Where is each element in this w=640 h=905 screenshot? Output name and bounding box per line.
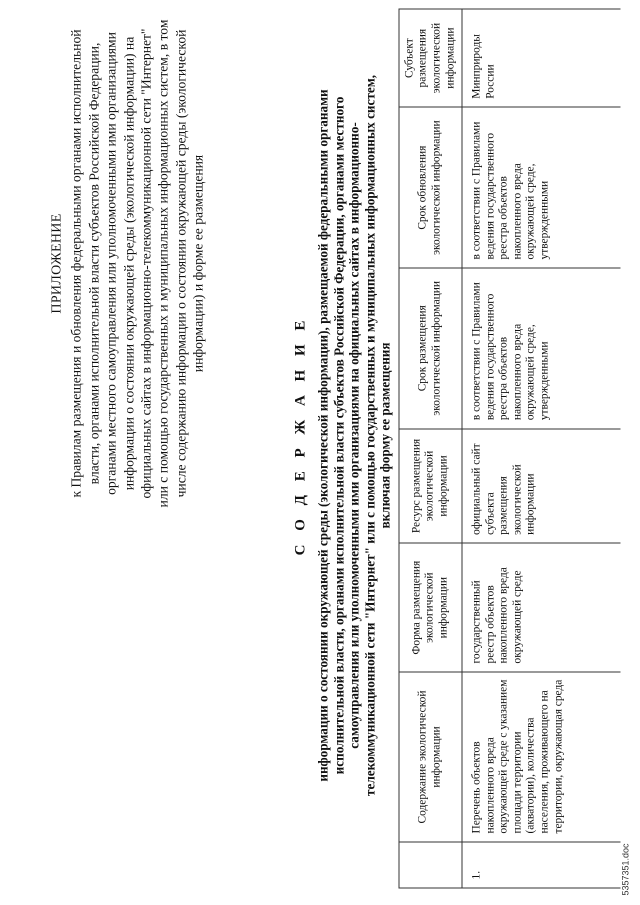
column-header: Срок размещения экологической информации [399,267,462,428]
cell-resource: официальный сайт субъекта размещения экологической информации [462,428,621,543]
appendix-title: ПРИЛОЖЕНИЕ [49,212,64,314]
appendix-block [48,19,207,507]
table-header-row [399,9,462,888]
document-heading [292,65,393,805]
table-row [462,9,621,888]
cell-update-term: в соответствии с Правилами ведения государственного реестра объектов накопленного вреда окружающей среде, утвержденными [462,107,621,268]
cell-placement-term: в соответствии с Правилами ведения государственного реестра объектов накопленного вреда окружающей среде, утвержденными [462,267,621,428]
cell-subject: Минприроды России [462,9,621,107]
appendix-text: к Правилам размещения и обновления федеральными органами исполнительной власти, органами исполнительной власти субъектов Российской Федерации, органами местного самоуправления или уполномоченными ими организациями информации о состоянии окружающей среды (экологической информации) на официальных сайтах в информационно-телекоммуникационной сети "Интернет" или с помощью государственных и муниципальных информационных систем, в том числе содержанию информации о состоянии окружающей среды (экологической информации) и форме ее размещения [68,19,206,507]
column-header: Срок обновления экологической информации [399,107,462,268]
eco-info-table [398,8,620,888]
column-header: Форма размещения экологической информации [399,543,462,672]
column-header-number [399,842,462,888]
heading-title: С О Д Е Р Ж А Н И Е [292,315,308,555]
footer-filename: 5357351.doc [620,842,630,895]
column-header: Ресурс размещения экологической информации [399,428,462,543]
column-header: Содержание экологической информации [399,672,462,842]
row-number: 1. [462,842,621,888]
heading-subtitle: информации о состоянии окружающей среды (экологической информации), размещаемой федеральными органами исполнительной власти, органами исполнительной власти субъектов Российской Федерации, органами местного самоуправления или уполномоченными ими организациями на официальных сайтах в информационно-телекоммуникационной сети "Интернет" или с помощью государственных и муниципальных информационных систем, включая форму ее размещения [315,74,393,796]
cell-content: Перечень объектов накопленного вреда окружающей среде с указанием площади территории (акватории), количества населения, проживающего на территории, окружающая среда [462,672,621,842]
cell-form: государственный реестр объектов накопленного вреда окружающей среде [462,543,621,672]
column-header: Субъект размещения экологической информации [399,9,462,107]
